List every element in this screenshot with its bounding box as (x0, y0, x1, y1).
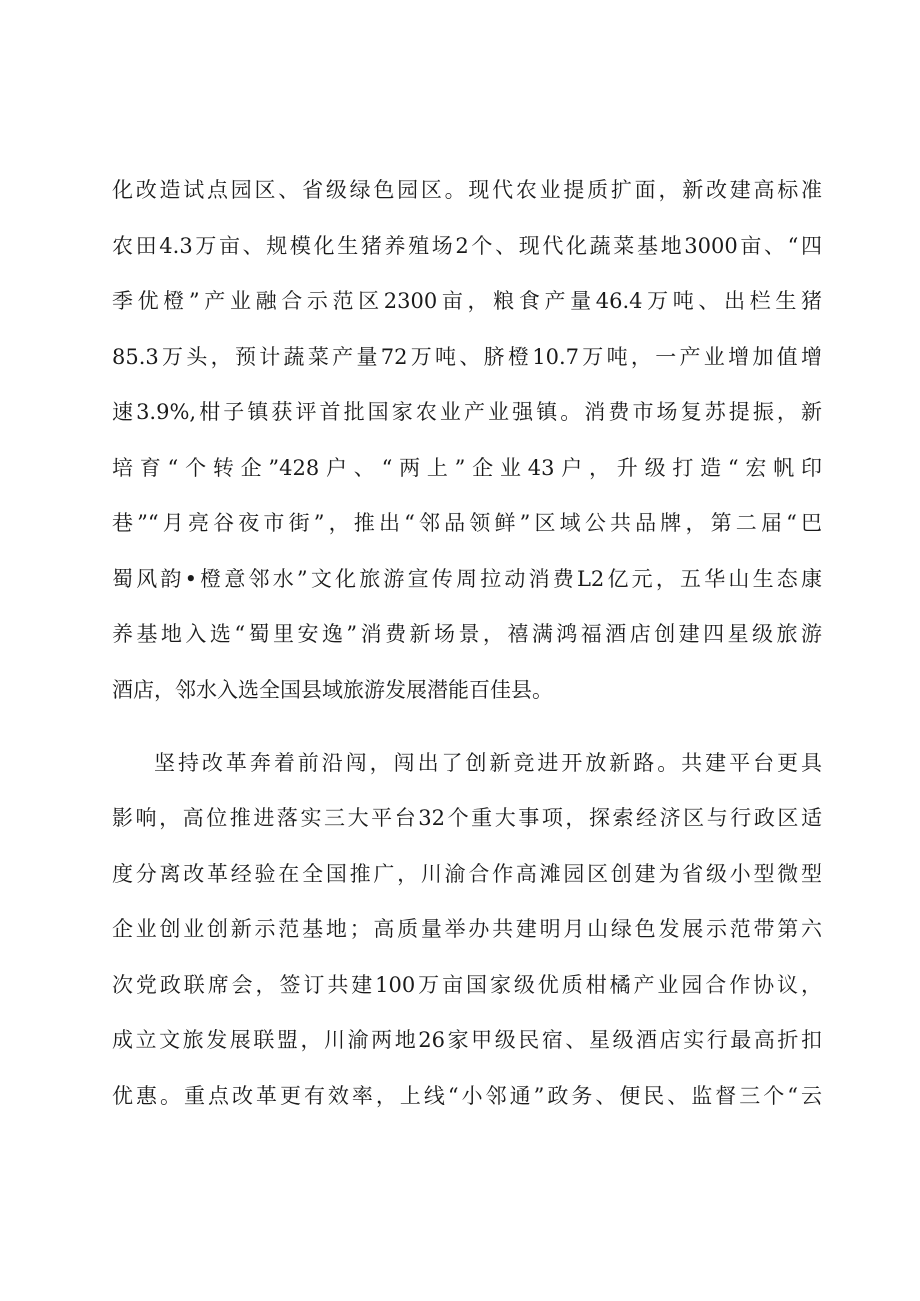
text-line: 巷”“月亮谷夜市街”，推出“邻品领鲜”区域公共品牌，第二届“巴 (112, 511, 822, 535)
text-line: 酒店，邻水入选全国县域旅游发展潜能百佳县。 (112, 678, 553, 702)
text-line: 次党政联席会，签订共建100万亩国家级优质柑橘产业园合作协议， (112, 973, 822, 997)
text-line: 企业创业创新示范基地；高质量举办共建明月山绿色发展示范带第六 (112, 917, 822, 941)
text-line: 培育“个转企”428户、“两上”企业43户，升级打造“宏帆印 (112, 456, 822, 480)
text-line: 蜀风韵•橙意邻水”文化旅游宣传周拉动消费L2亿元，五华山生态康 (112, 567, 822, 591)
text-line: 85.3万头，预计蔬菜产量72万吨、脐橙10.7万吨，一产业增加值增 (112, 345, 822, 369)
text-line: 化改造试点园区、省级绿色园区。现代农业提质扩面，新改建高标准 (112, 178, 822, 202)
text-line: 季优橙”产业融合示范区2300亩，粮食产量46.4万吨、出栏生猪 (112, 289, 822, 313)
text-line: 农田4.3万亩、规模化生猪养殖场2个、现代化蔬菜基地3000亩、“四 (112, 234, 822, 258)
text-line: 养基地入选“蜀里安逸”消费新场景，禧满鸿福酒店创建四星级旅游 (112, 622, 822, 646)
text-line: 度分离改革经验在全国推广，川渝合作高滩园区创建为省级小型微型 (112, 862, 822, 886)
text-line: 成立文旅发展联盟，川渝两地26家甲级民宿、星级酒店实行最高折扣 (112, 1028, 822, 1052)
text-line: 坚持改革奔着前沿闯，闯出了创新竞进开放新路。共建平台更具 (154, 751, 822, 775)
text-line: 速3.9%,柑子镇获评首批国家农业产业强镇。消费市场复苏提振，新 (112, 400, 822, 424)
text-line: 优惠。重点改革更有效率，上线“小邻通”政务、便民、监督三个“云 (112, 1084, 822, 1108)
text-line: 影响，高位推进落实三大平台32个重大事项，探索经济区与行政区适 (112, 806, 822, 830)
